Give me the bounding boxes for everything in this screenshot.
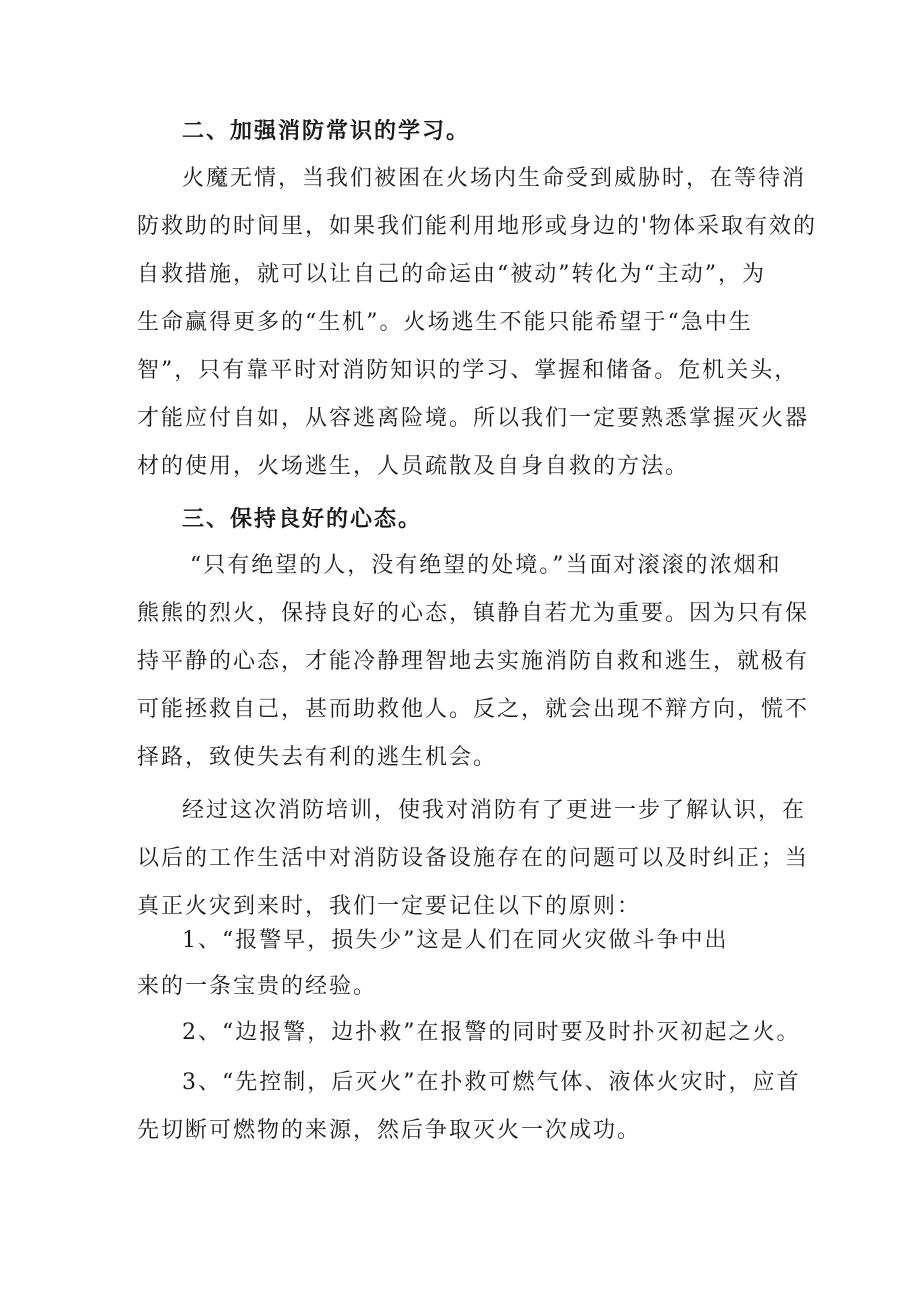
paragraph-line: 生命赢得更多的“生机”。火场逃生不能只能希望于“急中生: [137, 310, 753, 335]
list-item-3-line: 3、“先控制，后灭火”在扑救可燃气体、液体火灾时，应首: [182, 1070, 801, 1095]
paragraph-line: 防救助的时间里，如果我们能利用地形或身边的'物体采取有效的: [137, 214, 818, 239]
paragraph-line: 持平静的心态，才能冷静理智地去实施消防自救和逃生，就极有: [137, 649, 810, 674]
paragraph-line: 真正火灾到来时，我们一定要记住以下的原则：: [137, 894, 642, 919]
section-heading-2: 二、加强消防常识的学习。: [182, 118, 471, 144]
paragraph-line: “只有绝望的人，没有绝望的处境。”当面对滚滚的浓烟和: [190, 553, 782, 578]
list-item-1-line: 来的一条宝贵的经验。: [137, 974, 378, 999]
paragraph-line: 择路，致使失去有利的逃生机会。: [137, 745, 498, 770]
paragraph-line: 以后的工作生活中对消防设备设施存在的问题可以及时纠正；当: [137, 846, 810, 871]
list-item-3-line: 先切断可燃物的来源，然后争取灭火一次成功。: [137, 1118, 642, 1143]
paragraph-line: 智”，只有靠平时对消防知识的学习、掌握和储备。危机关头，: [137, 358, 799, 383]
paragraph-line: 才能应付自如，从容逃离险境。所以我们一定要熟悉掌握灭火器: [137, 406, 810, 431]
paragraph-line: 经过这次消防培训，使我对消防有了更进一步了解认识，在: [182, 798, 807, 823]
list-item-1-line: 1、“报警早，损失少”这是人们在同火灾做斗争中出: [182, 928, 729, 953]
paragraph-line: 自救措施，就可以让自己的命运由“被动”转化为“主动”，为: [137, 262, 766, 287]
section-heading-3: 三、保持良好的心态。: [182, 506, 423, 532]
paragraph-line: 材的使用，火场逃生，人员疏散及自身自救的方法。: [137, 454, 690, 479]
paragraph-line: 可能拯救自己，甚而助救他人。反之，就会出现不辩方向，慌不: [137, 697, 810, 722]
paragraph-line: 火魔无情，当我们被困在火场内生命受到威胁时，在等待消: [182, 166, 807, 191]
list-item-2-line: 2、“边报警，边扑救”在报警的同时要及时扑灭初起之火。: [182, 1020, 801, 1045]
paragraph-line: 熊熊的烈火，保持良好的心态，镇静自若尤为重要。因为只有保: [137, 601, 810, 626]
